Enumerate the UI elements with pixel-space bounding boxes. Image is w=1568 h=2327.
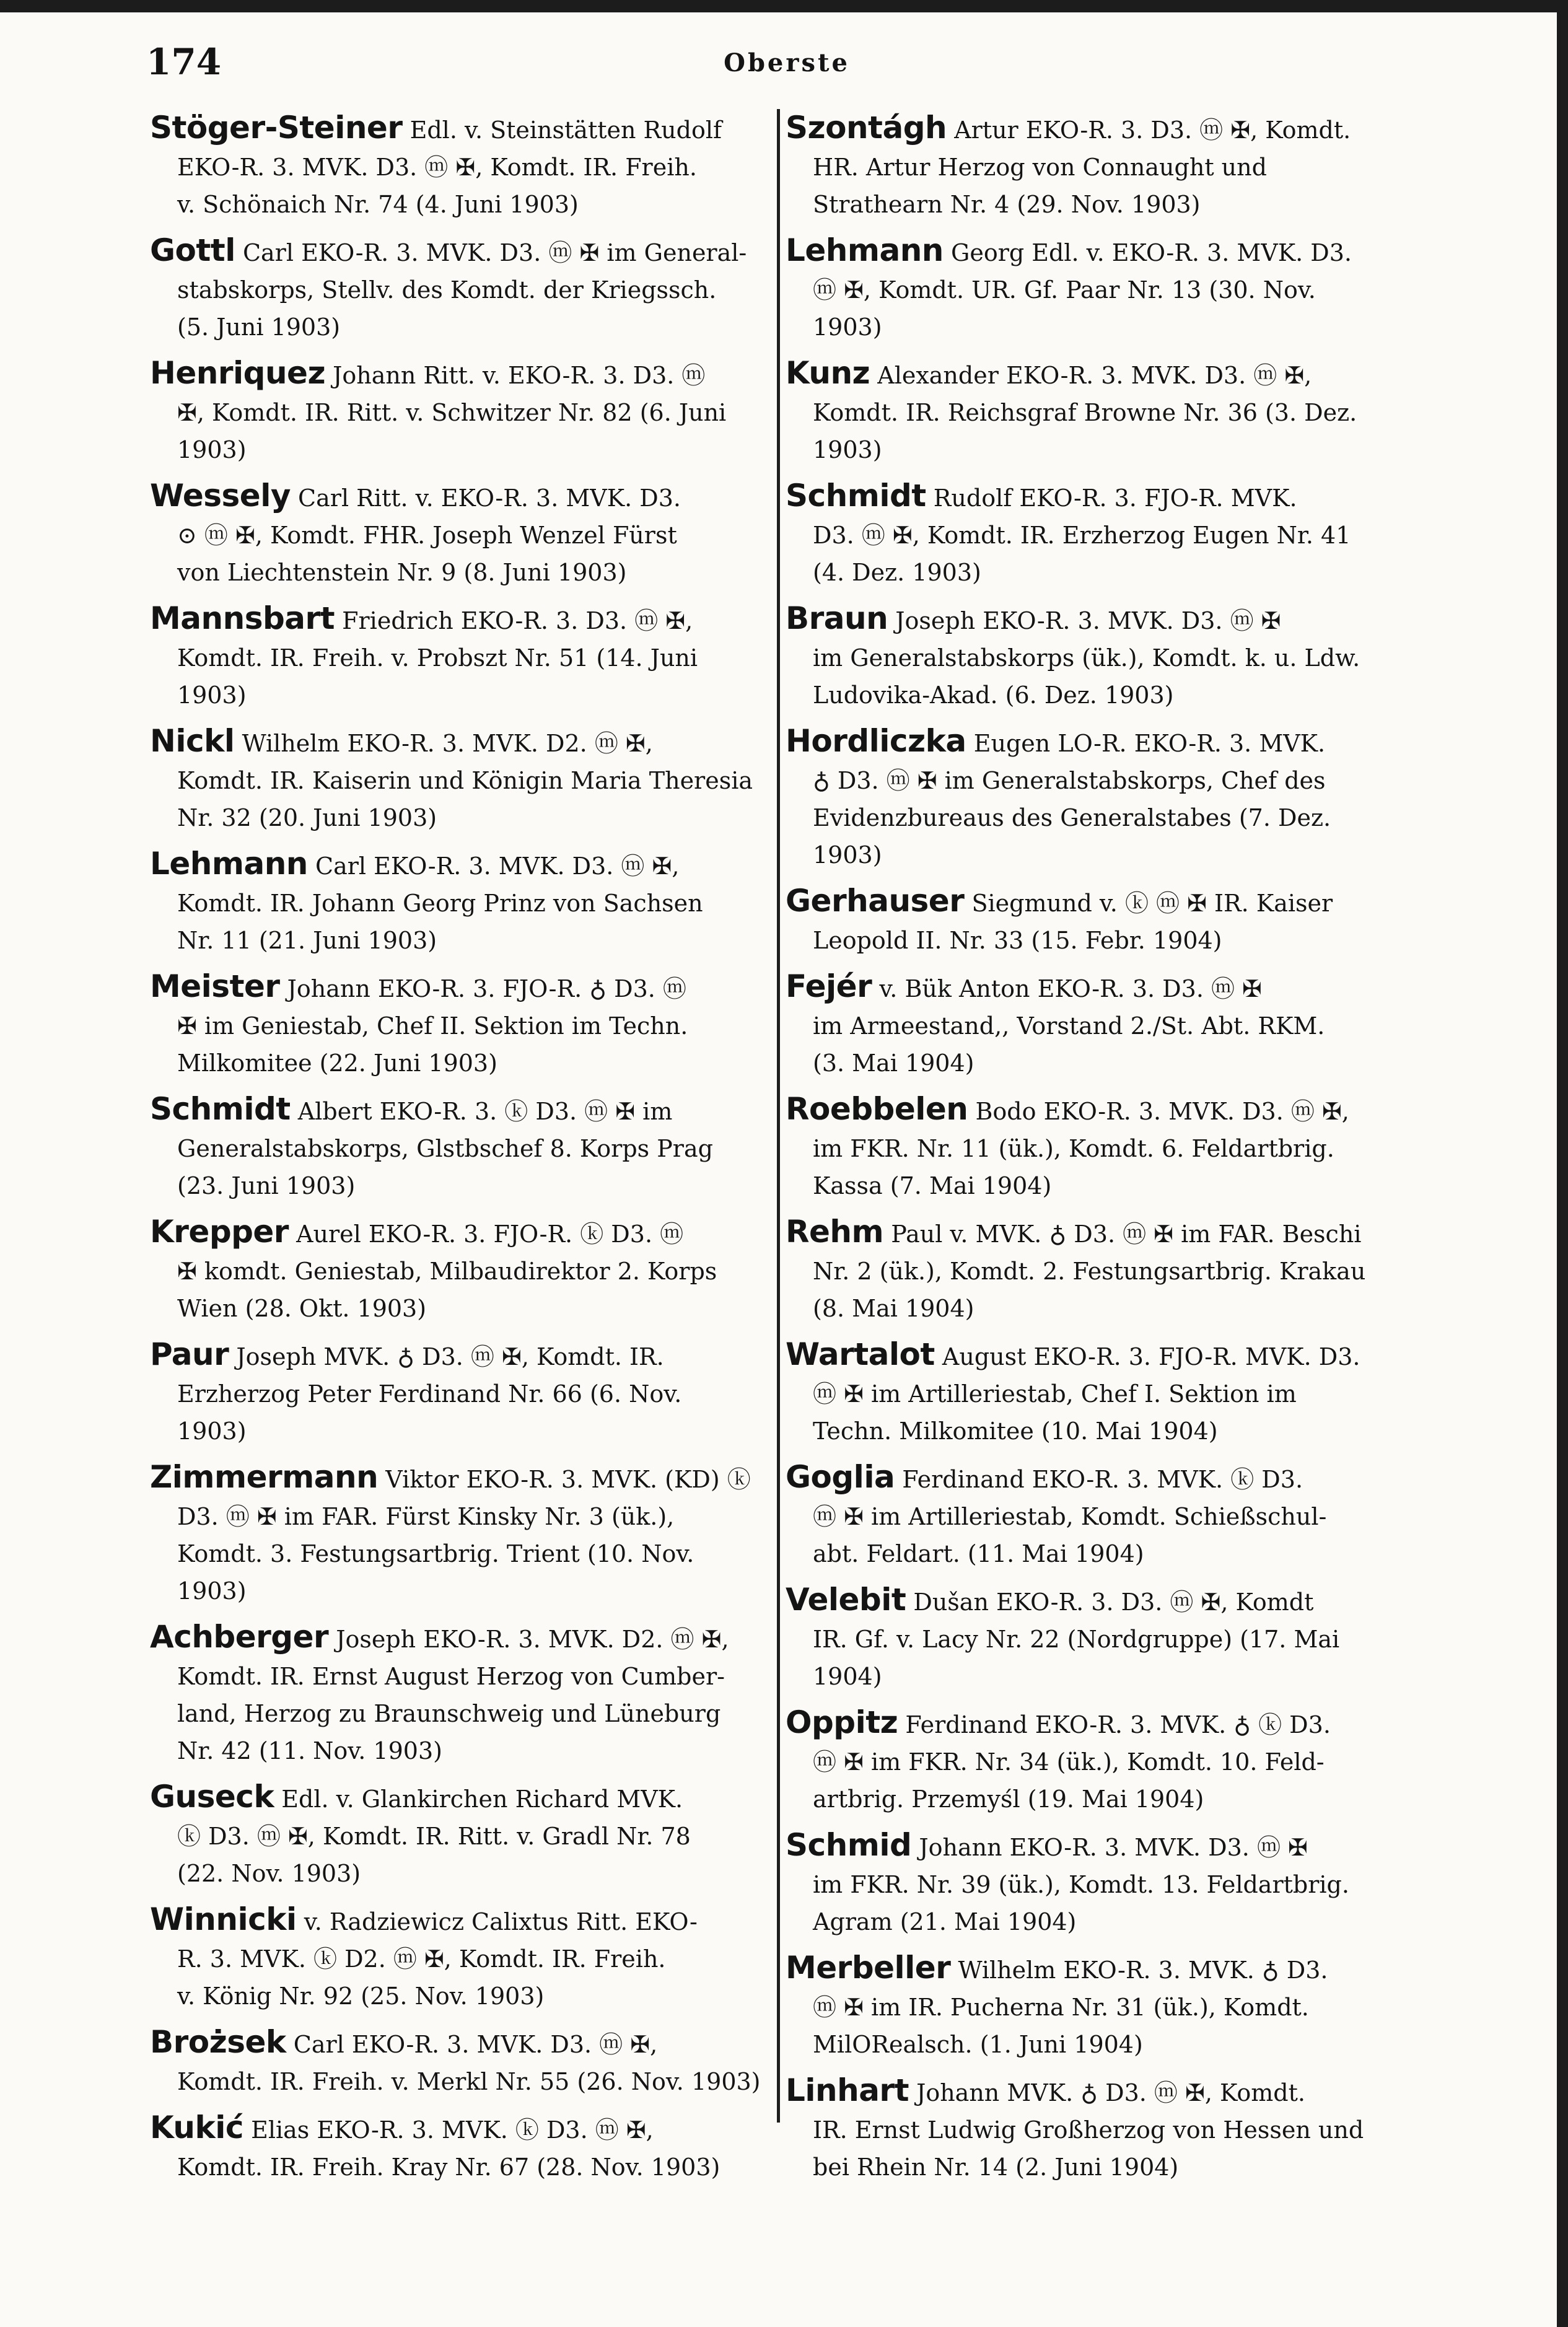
entry-continuation-line xyxy=(150,1818,769,1855)
entry-text: (8. Mai 1904) xyxy=(813,1295,975,1322)
entry-surname: Braun xyxy=(786,600,888,636)
roster-entry xyxy=(150,477,769,591)
entry-continuation-line xyxy=(150,1375,769,1413)
entry-surname: Gerhauser xyxy=(786,883,965,919)
entry-text: ⓜ ✠ im Artilleriestab, Chef I. Sektion im xyxy=(813,1380,1297,1408)
right-border-rule xyxy=(1557,0,1568,2327)
page-number: 174 xyxy=(146,41,222,83)
entry-continuation-line xyxy=(150,1855,769,1892)
roster-entry xyxy=(786,1213,1405,1327)
entry-first-line xyxy=(150,1090,769,1130)
entry-continuation-line xyxy=(786,1866,1405,1903)
entry-continuation-line xyxy=(786,271,1405,309)
entry-text: im Armeestand,, Vorstand 2./St. Abt. RKM. xyxy=(813,1012,1325,1040)
entry-first-line xyxy=(786,1704,1405,1743)
entry-first-line xyxy=(786,109,1405,149)
entry-continuation-line xyxy=(150,1290,769,1327)
entry-continuation-line xyxy=(150,1978,769,2015)
entry-text: Eugen LO-R. EKO-R. 3. MVK. xyxy=(973,730,1326,757)
entry-text: Friedrich EKO-R. 3. D3. ⓜ ✠, xyxy=(342,607,693,634)
roster-entry xyxy=(786,1336,1405,1450)
entry-surname: Schmidt xyxy=(786,478,926,514)
entry-text: Nr. 42 (11. Nov. 1903) xyxy=(177,1737,442,1764)
entry-text: Ferdinand EKO-R. 3. MVK. ⓚ D3. xyxy=(902,1466,1303,1493)
entry-surname: Paur xyxy=(150,1336,229,1372)
entry-surname: Wartalot xyxy=(786,1336,935,1372)
entry-text: land, Herzog zu Braunschweig und Lüneburg xyxy=(177,1700,721,1727)
entry-surname: Guseck xyxy=(150,1779,274,1815)
entry-text: Dušan EKO-R. 3. D3. ⓜ ✠, Komdt xyxy=(913,1589,1314,1616)
roster-entry xyxy=(786,2072,1405,2186)
entry-continuation-line xyxy=(786,149,1405,186)
entry-first-line xyxy=(150,600,769,639)
entry-surname: Roebbelen xyxy=(786,1091,968,1127)
entry-text: Komdt. IR. Ernst August Herzog von Cumber- xyxy=(177,1663,725,1690)
entry-text: Erzherzog Peter Ferdinand Nr. 66 (6. Nov. xyxy=(177,1380,682,1408)
entry-surname: Achberger xyxy=(150,1619,329,1655)
entry-continuation-line xyxy=(150,149,769,186)
roster-entry xyxy=(150,1336,769,1450)
entry-first-line xyxy=(150,1778,769,1818)
entry-first-line xyxy=(150,1901,769,1940)
roster-entry xyxy=(150,600,769,714)
entry-text: von Liechtenstein Nr. 9 (8. Juni 1903) xyxy=(177,559,627,586)
entry-text: abt. Feldart. (11. Mai 1904) xyxy=(813,1540,1144,1567)
entry-text: 1903) xyxy=(177,436,247,463)
entry-text: 1903) xyxy=(813,436,882,463)
entry-text: v. Schönaich Nr. 74 (4. Juni 1903) xyxy=(177,191,579,218)
entry-surname: Lehmann xyxy=(150,846,308,882)
entry-text: im Generalstabskorps (ük.), Komdt. k. u. Ldw. xyxy=(813,644,1360,672)
entry-text: Agram (21. Mai 1904) xyxy=(813,1908,1077,1935)
roster-entry xyxy=(150,722,769,836)
entry-text: August EKO-R. 3. FJO-R. MVK. D3. xyxy=(942,1343,1360,1370)
roster-entry xyxy=(150,1090,769,1204)
roster-entry xyxy=(786,1704,1405,1818)
entry-first-line xyxy=(150,2023,769,2063)
entry-text: R. 3. MVK. ⓚ D2. ⓜ ✠, Komdt. IR. Freih. xyxy=(177,1945,666,1973)
entry-text: EKO-R. 3. MVK. D3. ⓜ ✠, Komdt. IR. Freih. xyxy=(177,154,697,181)
entry-first-line xyxy=(150,477,769,517)
roster-entry xyxy=(150,845,769,959)
entry-text: Komdt. IR. Reichsgraf Browne Nr. 36 (3. Dez. xyxy=(813,399,1357,426)
entry-surname: Merbeller xyxy=(786,1950,951,1986)
entry-first-line xyxy=(150,1336,769,1375)
entry-text: Georg Edl. v. EKO-R. 3. MVK. D3. xyxy=(951,239,1352,266)
entry-surname: Gottl xyxy=(150,232,235,268)
entry-text: ⓜ ✠ im FKR. Nr. 34 (ük.), Komdt. 10. Feld- xyxy=(813,1748,1325,1776)
entry-text: D3. ⓜ ✠ im FAR. Fürst Kinsky Nr. 3 (ük.), xyxy=(177,1503,675,1530)
entry-continuation-line xyxy=(150,309,769,346)
entry-continuation-line xyxy=(786,1413,1405,1450)
roster-entry xyxy=(150,354,769,468)
entry-text: D3. ⓜ ✠, Komdt. IR. Erzherzog Eugen Nr. 41 xyxy=(813,522,1351,549)
entry-text: Nr. 2 (ük.), Komdt. 2. Festungsartbrig. Krakau xyxy=(813,1258,1366,1285)
entry-first-line xyxy=(150,109,769,149)
entry-continuation-line xyxy=(150,271,769,309)
entry-surname: Fejér xyxy=(786,968,872,1004)
entry-first-line xyxy=(150,232,769,271)
entry-text: 1904) xyxy=(813,1663,882,1690)
entry-text: Carl EKO-R. 3. MVK. D3. ⓜ ✠, xyxy=(293,2031,658,2058)
entry-text: IR. Gf. v. Lacy Nr. 22 (Nordgruppe) (17. Mai xyxy=(813,1626,1340,1653)
entry-continuation-line xyxy=(150,799,769,836)
entry-text: 1903) xyxy=(177,1418,247,1445)
entry-continuation-line xyxy=(786,1498,1405,1535)
entry-surname: Krepper xyxy=(150,1214,289,1250)
entry-text: Generalstabskorps, Glstbschef 8. Korps Prag xyxy=(177,1135,713,1162)
entry-continuation-line xyxy=(150,517,769,554)
entry-continuation-line xyxy=(150,1498,769,1535)
entry-continuation-line xyxy=(150,1130,769,1167)
entry-text: Paul v. MVK. ♁ D3. ⓜ ✠ im FAR. Beschi xyxy=(891,1220,1362,1248)
entry-continuation-line xyxy=(150,922,769,959)
entry-surname: Henriquez xyxy=(150,355,326,391)
entry-text: Joseph EKO-R. 3. MVK. D2. ⓜ ✠, xyxy=(336,1626,729,1653)
entry-text: (4. Dez. 1903) xyxy=(813,559,981,586)
entry-text: ⓜ ✠ im IR. Pucherna Nr. 31 (ük.), Komdt. xyxy=(813,1994,1309,2021)
entry-text: Wilhelm EKO-R. 3. MVK. D2. ⓜ ✠, xyxy=(242,730,653,757)
entry-continuation-line xyxy=(150,1940,769,1978)
entry-text: Wilhelm EKO-R. 3. MVK. ♁ D3. xyxy=(958,1957,1328,1984)
entry-surname: Stöger-Steiner xyxy=(150,110,403,146)
entry-continuation-line xyxy=(150,394,769,431)
entry-text: Carl EKO-R. 3. MVK. D3. ⓜ ✠ im General- xyxy=(242,239,747,266)
entry-continuation-line xyxy=(786,309,1405,346)
entry-text: IR. Ernst Ludwig Großherzog von Hessen und xyxy=(813,2116,1364,2144)
entry-continuation-line xyxy=(786,677,1405,714)
roster-entry xyxy=(150,1778,769,1892)
entry-text: Komdt. IR. Kaiserin und Königin Maria Theresia xyxy=(177,767,753,794)
roster-entry xyxy=(150,1213,769,1327)
entry-first-line xyxy=(786,1826,1405,1866)
entry-surname: Kunz xyxy=(786,355,870,391)
entry-continuation-line xyxy=(786,922,1405,959)
entry-continuation-line xyxy=(786,1167,1405,1204)
entry-continuation-line xyxy=(150,1413,769,1450)
entry-text: ⊙ ⓜ ✠, Komdt. FHR. Joseph Wenzel Fürst xyxy=(177,522,677,549)
entry-text: Edl. v. Steinstätten Rudolf xyxy=(410,116,722,144)
entry-continuation-line xyxy=(786,1989,1405,2026)
entry-text: (23. Juni 1903) xyxy=(177,1172,356,1199)
entry-text: Johann MVK. ♁ D3. ⓜ ✠, Komdt. xyxy=(916,2079,1305,2106)
top-border-rule xyxy=(0,0,1568,12)
entry-text: Aurel EKO-R. 3. FJO-R. ⓚ D3. ⓜ xyxy=(296,1220,684,1248)
entry-first-line xyxy=(786,477,1405,517)
entry-surname: Szontágh xyxy=(786,110,947,146)
entry-text: v. Bük Anton EKO-R. 3. D3. ⓜ ✠ xyxy=(879,975,1262,1002)
entry-continuation-line xyxy=(150,1572,769,1610)
entry-text: Komdt. IR. Freih. Kray Nr. 67 (28. Nov. 1903) xyxy=(177,2154,720,2181)
entry-continuation-line xyxy=(786,2149,1405,2186)
entry-continuation-line xyxy=(150,762,769,799)
entry-text: ✠ im Geniestab, Chef II. Sektion im Techn. xyxy=(177,1012,688,1040)
entry-text: Komdt. IR. Freih. v. Probszt Nr. 51 (14. Juni xyxy=(177,644,698,672)
right-column xyxy=(786,109,1405,2194)
entry-text: Viktor EKO-R. 3. MVK. (KD) ⓚ xyxy=(385,1466,751,1493)
entry-first-line xyxy=(150,845,769,885)
entry-continuation-line xyxy=(786,1290,1405,1327)
entry-first-line xyxy=(786,354,1405,394)
roster-entry xyxy=(786,882,1405,959)
entry-surname: Rehm xyxy=(786,1214,884,1250)
entry-text: Johann EKO-R. 3. MVK. D3. ⓜ ✠ xyxy=(919,1834,1308,1861)
roster-entry xyxy=(786,968,1405,1082)
entry-surname: Schmidt xyxy=(150,1091,291,1127)
entry-text: Evidenzbureaus des Generalstabes (7. Dez. xyxy=(813,804,1331,831)
entry-surname: Linhart xyxy=(786,2072,909,2108)
entry-text: Kassa (7. Mai 1904) xyxy=(813,1172,1052,1199)
entry-text: Leopold II. Nr. 33 (15. Febr. 1904) xyxy=(813,927,1222,954)
entry-text: ✠, Komdt. IR. Ritt. v. Schwitzer Nr. 82 (6. Juni xyxy=(177,399,727,426)
entry-continuation-line xyxy=(150,1732,769,1769)
entry-continuation-line xyxy=(786,1375,1405,1413)
entry-surname: Velebit xyxy=(786,1582,906,1618)
entry-text: Carl EKO-R. 3. MVK. D3. ⓜ ✠, xyxy=(315,852,680,880)
roster-entry xyxy=(150,1618,769,1769)
entry-continuation-line xyxy=(150,431,769,468)
entry-text: stabskorps, Stellv. des Komdt. der Kriegssch. xyxy=(177,276,717,304)
roster-entry xyxy=(786,354,1405,468)
entry-continuation-line xyxy=(150,1045,769,1082)
roster-entry xyxy=(150,1901,769,2015)
entry-continuation-line xyxy=(786,517,1405,554)
entry-continuation-line xyxy=(786,554,1405,591)
entry-text: Albert EKO-R. 3. ⓚ D3. ⓜ ✠ im xyxy=(297,1098,673,1125)
entry-continuation-line xyxy=(786,394,1405,431)
entry-first-line xyxy=(786,1458,1405,1498)
entry-text: Nr. 32 (20. Juni 1903) xyxy=(177,804,437,831)
entry-text: Komdt. IR. Johann Georg Prinz von Sachsen xyxy=(177,890,703,917)
entry-surname: Wessely xyxy=(150,478,291,514)
entry-continuation-line xyxy=(150,1007,769,1045)
entry-text: v. König Nr. 92 (25. Nov. 1903) xyxy=(177,1983,545,2010)
entry-text: Strathearn Nr. 4 (29. Nov. 1903) xyxy=(813,191,1201,218)
entry-continuation-line xyxy=(786,186,1405,223)
entry-surname: Brożsek xyxy=(150,2024,286,2060)
entry-first-line xyxy=(786,968,1405,1007)
entry-text: ⓜ ✠, Komdt. UR. Gf. Paar Nr. 13 (30. Nov. xyxy=(813,276,1316,304)
entry-first-line xyxy=(150,968,769,1007)
entry-first-line xyxy=(786,600,1405,639)
entry-continuation-line xyxy=(786,1253,1405,1290)
entry-surname: Schmid xyxy=(786,1827,912,1863)
entry-text: Ludovika-Akad. (6. Dez. 1903) xyxy=(813,681,1174,709)
entry-continuation-line xyxy=(786,762,1405,799)
entry-text: (3. Mai 1904) xyxy=(813,1050,975,1077)
entry-text: Artur EKO-R. 3. D3. ⓜ ✠, Komdt. xyxy=(954,116,1351,144)
entry-continuation-line xyxy=(150,885,769,922)
entry-surname: Mannsbart xyxy=(150,600,335,636)
entry-continuation-line xyxy=(786,799,1405,836)
entry-continuation-line xyxy=(786,836,1405,874)
entry-surname: Nickl xyxy=(150,723,235,759)
entry-first-line xyxy=(150,2109,769,2149)
entry-continuation-line xyxy=(786,1781,1405,1818)
entry-text: Siegmund v. ⓚ ⓜ ✠ IR. Kaiser xyxy=(971,890,1333,917)
entry-text: ✠ komdt. Geniestab, Milbaudirektor 2. Korps xyxy=(177,1258,717,1285)
roster-entry xyxy=(150,232,769,346)
entry-text: Johann EKO-R. 3. FJO-R. ♁ D3. ⓜ xyxy=(287,975,686,1002)
entry-first-line xyxy=(150,354,769,394)
entry-text: im FKR. Nr. 11 (ük.), Komdt. 6. Feldartbrig. xyxy=(813,1135,1334,1162)
entry-first-line xyxy=(786,232,1405,271)
running-head: Oberste xyxy=(724,48,850,77)
roster-entry xyxy=(786,1826,1405,1940)
entry-text: Joseph MVK. ♁ D3. ⓜ ✠, Komdt. IR. xyxy=(236,1343,664,1370)
entry-continuation-line xyxy=(786,1658,1405,1695)
entry-continuation-line xyxy=(786,1621,1405,1658)
entry-text: 1903) xyxy=(177,1577,247,1605)
left-column xyxy=(150,109,769,2194)
entry-text: ♁ D3. ⓜ ✠ im Generalstabskorps, Chef des xyxy=(813,767,1326,794)
entry-continuation-line xyxy=(150,1658,769,1695)
entry-surname: Winnicki xyxy=(150,1901,297,1937)
entry-continuation-line xyxy=(786,2026,1405,2063)
entry-first-line xyxy=(150,1458,769,1498)
page-header xyxy=(0,41,1568,97)
entry-text: (22. Nov. 1903) xyxy=(177,1860,361,1887)
roster-entry xyxy=(786,600,1405,714)
entry-surname: Goglia xyxy=(786,1459,895,1495)
entry-continuation-line xyxy=(786,1535,1405,1572)
entry-text: Carl Ritt. v. EKO-R. 3. MVK. D3. xyxy=(298,484,681,512)
entry-first-line xyxy=(150,1618,769,1658)
entry-text: MilORealsch. (1. Juni 1904) xyxy=(813,2031,1143,2058)
entry-surname: Oppitz xyxy=(786,1704,898,1740)
entry-text: im FKR. Nr. 39 (ük.), Komdt. 13. Feldartbrig. xyxy=(813,1871,1349,1898)
entry-continuation-line xyxy=(150,186,769,223)
entry-first-line xyxy=(786,1090,1405,1130)
entry-text: 1903) xyxy=(177,681,247,709)
entry-text: (5. Juni 1903) xyxy=(177,313,341,341)
entry-text: artbrig. Przemyśl (19. Mai 1904) xyxy=(813,1786,1204,1813)
entry-surname: Meister xyxy=(150,968,280,1004)
entry-first-line xyxy=(150,722,769,762)
roster-entry xyxy=(150,109,769,223)
entry-text: Komdt. IR. Freih. v. Merkl Nr. 55 (26. Nov. 1903) xyxy=(177,2068,761,2095)
entry-text: Wien (28. Okt. 1903) xyxy=(177,1295,427,1322)
roster-entry xyxy=(786,109,1405,223)
entry-first-line xyxy=(150,1213,769,1253)
roster-entry xyxy=(150,2023,769,2100)
entry-continuation-line xyxy=(150,1535,769,1572)
entry-continuation-line xyxy=(786,1007,1405,1045)
entry-continuation-line xyxy=(786,2111,1405,2149)
roster-entry xyxy=(150,2109,769,2186)
entry-text: Techn. Milkomitee (10. Mai 1904) xyxy=(813,1418,1218,1445)
entry-first-line xyxy=(786,2072,1405,2111)
entry-text: Edl. v. Glankirchen Richard MVK. xyxy=(281,1786,683,1813)
entry-text: 1903) xyxy=(813,313,882,341)
entry-text: ⓚ D3. ⓜ ✠, Komdt. IR. Ritt. v. Gradl Nr. 78 xyxy=(177,1823,691,1850)
entry-first-line xyxy=(786,722,1405,762)
roster-entry xyxy=(786,722,1405,874)
entry-continuation-line xyxy=(150,639,769,677)
entry-first-line xyxy=(786,1949,1405,1989)
entry-text: Ferdinand EKO-R. 3. MVK. ♁ ⓚ D3. xyxy=(905,1711,1331,1738)
entry-text: HR. Artur Herzog von Connaught und xyxy=(813,154,1267,181)
entry-surname: Kukić xyxy=(150,2110,243,2145)
entry-first-line xyxy=(786,1336,1405,1375)
entry-continuation-line xyxy=(786,431,1405,468)
entry-first-line xyxy=(786,1213,1405,1253)
roster-entry xyxy=(786,1581,1405,1695)
roster-entry xyxy=(786,1458,1405,1572)
entry-text: ⓜ ✠ im Artilleriestab, Komdt. Schießschul- xyxy=(813,1503,1327,1530)
entry-text: Elias EKO-R. 3. MVK. ⓚ D3. ⓜ ✠, xyxy=(251,2116,654,2144)
entry-continuation-line xyxy=(786,639,1405,677)
entry-continuation-line xyxy=(150,1695,769,1732)
entry-first-line xyxy=(786,882,1405,922)
entry-first-line xyxy=(786,1581,1405,1621)
roster-entry xyxy=(786,232,1405,346)
entry-text: 1903) xyxy=(813,841,882,869)
entry-continuation-line xyxy=(786,1130,1405,1167)
entry-continuation-line xyxy=(150,677,769,714)
entry-continuation-line xyxy=(786,1045,1405,1082)
roster-entry xyxy=(150,968,769,1082)
entry-text: v. Radziewicz Calixtus Ritt. EKO- xyxy=(304,1908,698,1935)
entry-surname: Zimmermann xyxy=(150,1459,379,1495)
entry-continuation-line xyxy=(150,1253,769,1290)
entry-text: Bodo EKO-R. 3. MVK. D3. ⓜ ✠, xyxy=(975,1098,1349,1125)
entry-continuation-line xyxy=(150,2063,769,2100)
entry-text: Nr. 11 (21. Juni 1903) xyxy=(177,927,437,954)
entry-text: Komdt. 3. Festungsartbrig. Trient (10. Nov. xyxy=(177,1540,694,1567)
roster-entry xyxy=(786,1090,1405,1204)
entry-surname: Lehmann xyxy=(786,232,944,268)
entry-continuation-line xyxy=(150,2149,769,2186)
entry-continuation-line xyxy=(150,1167,769,1204)
roster-entry xyxy=(786,1949,1405,2063)
entry-continuation-line xyxy=(150,554,769,591)
entry-text: Rudolf EKO-R. 3. FJO-R. MVK. xyxy=(933,484,1297,512)
entry-text: bei Rhein Nr. 14 (2. Juni 1904) xyxy=(813,2154,1179,2181)
roster-entry xyxy=(786,477,1405,591)
entry-continuation-line xyxy=(786,1743,1405,1781)
entry-text: Alexander EKO-R. 3. MVK. D3. ⓜ ✠, xyxy=(877,362,1312,389)
entry-text: Milkomitee (22. Juni 1903) xyxy=(177,1050,497,1077)
entry-surname: Hordliczka xyxy=(786,723,966,759)
column-divider xyxy=(777,109,780,2123)
roster-entry xyxy=(150,1458,769,1610)
entry-continuation-line xyxy=(786,1903,1405,1940)
entry-text: Joseph EKO-R. 3. MVK. D3. ⓜ ✠ xyxy=(895,607,1281,634)
entry-text: Johann Ritt. v. EKO-R. 3. D3. ⓜ xyxy=(333,362,706,389)
